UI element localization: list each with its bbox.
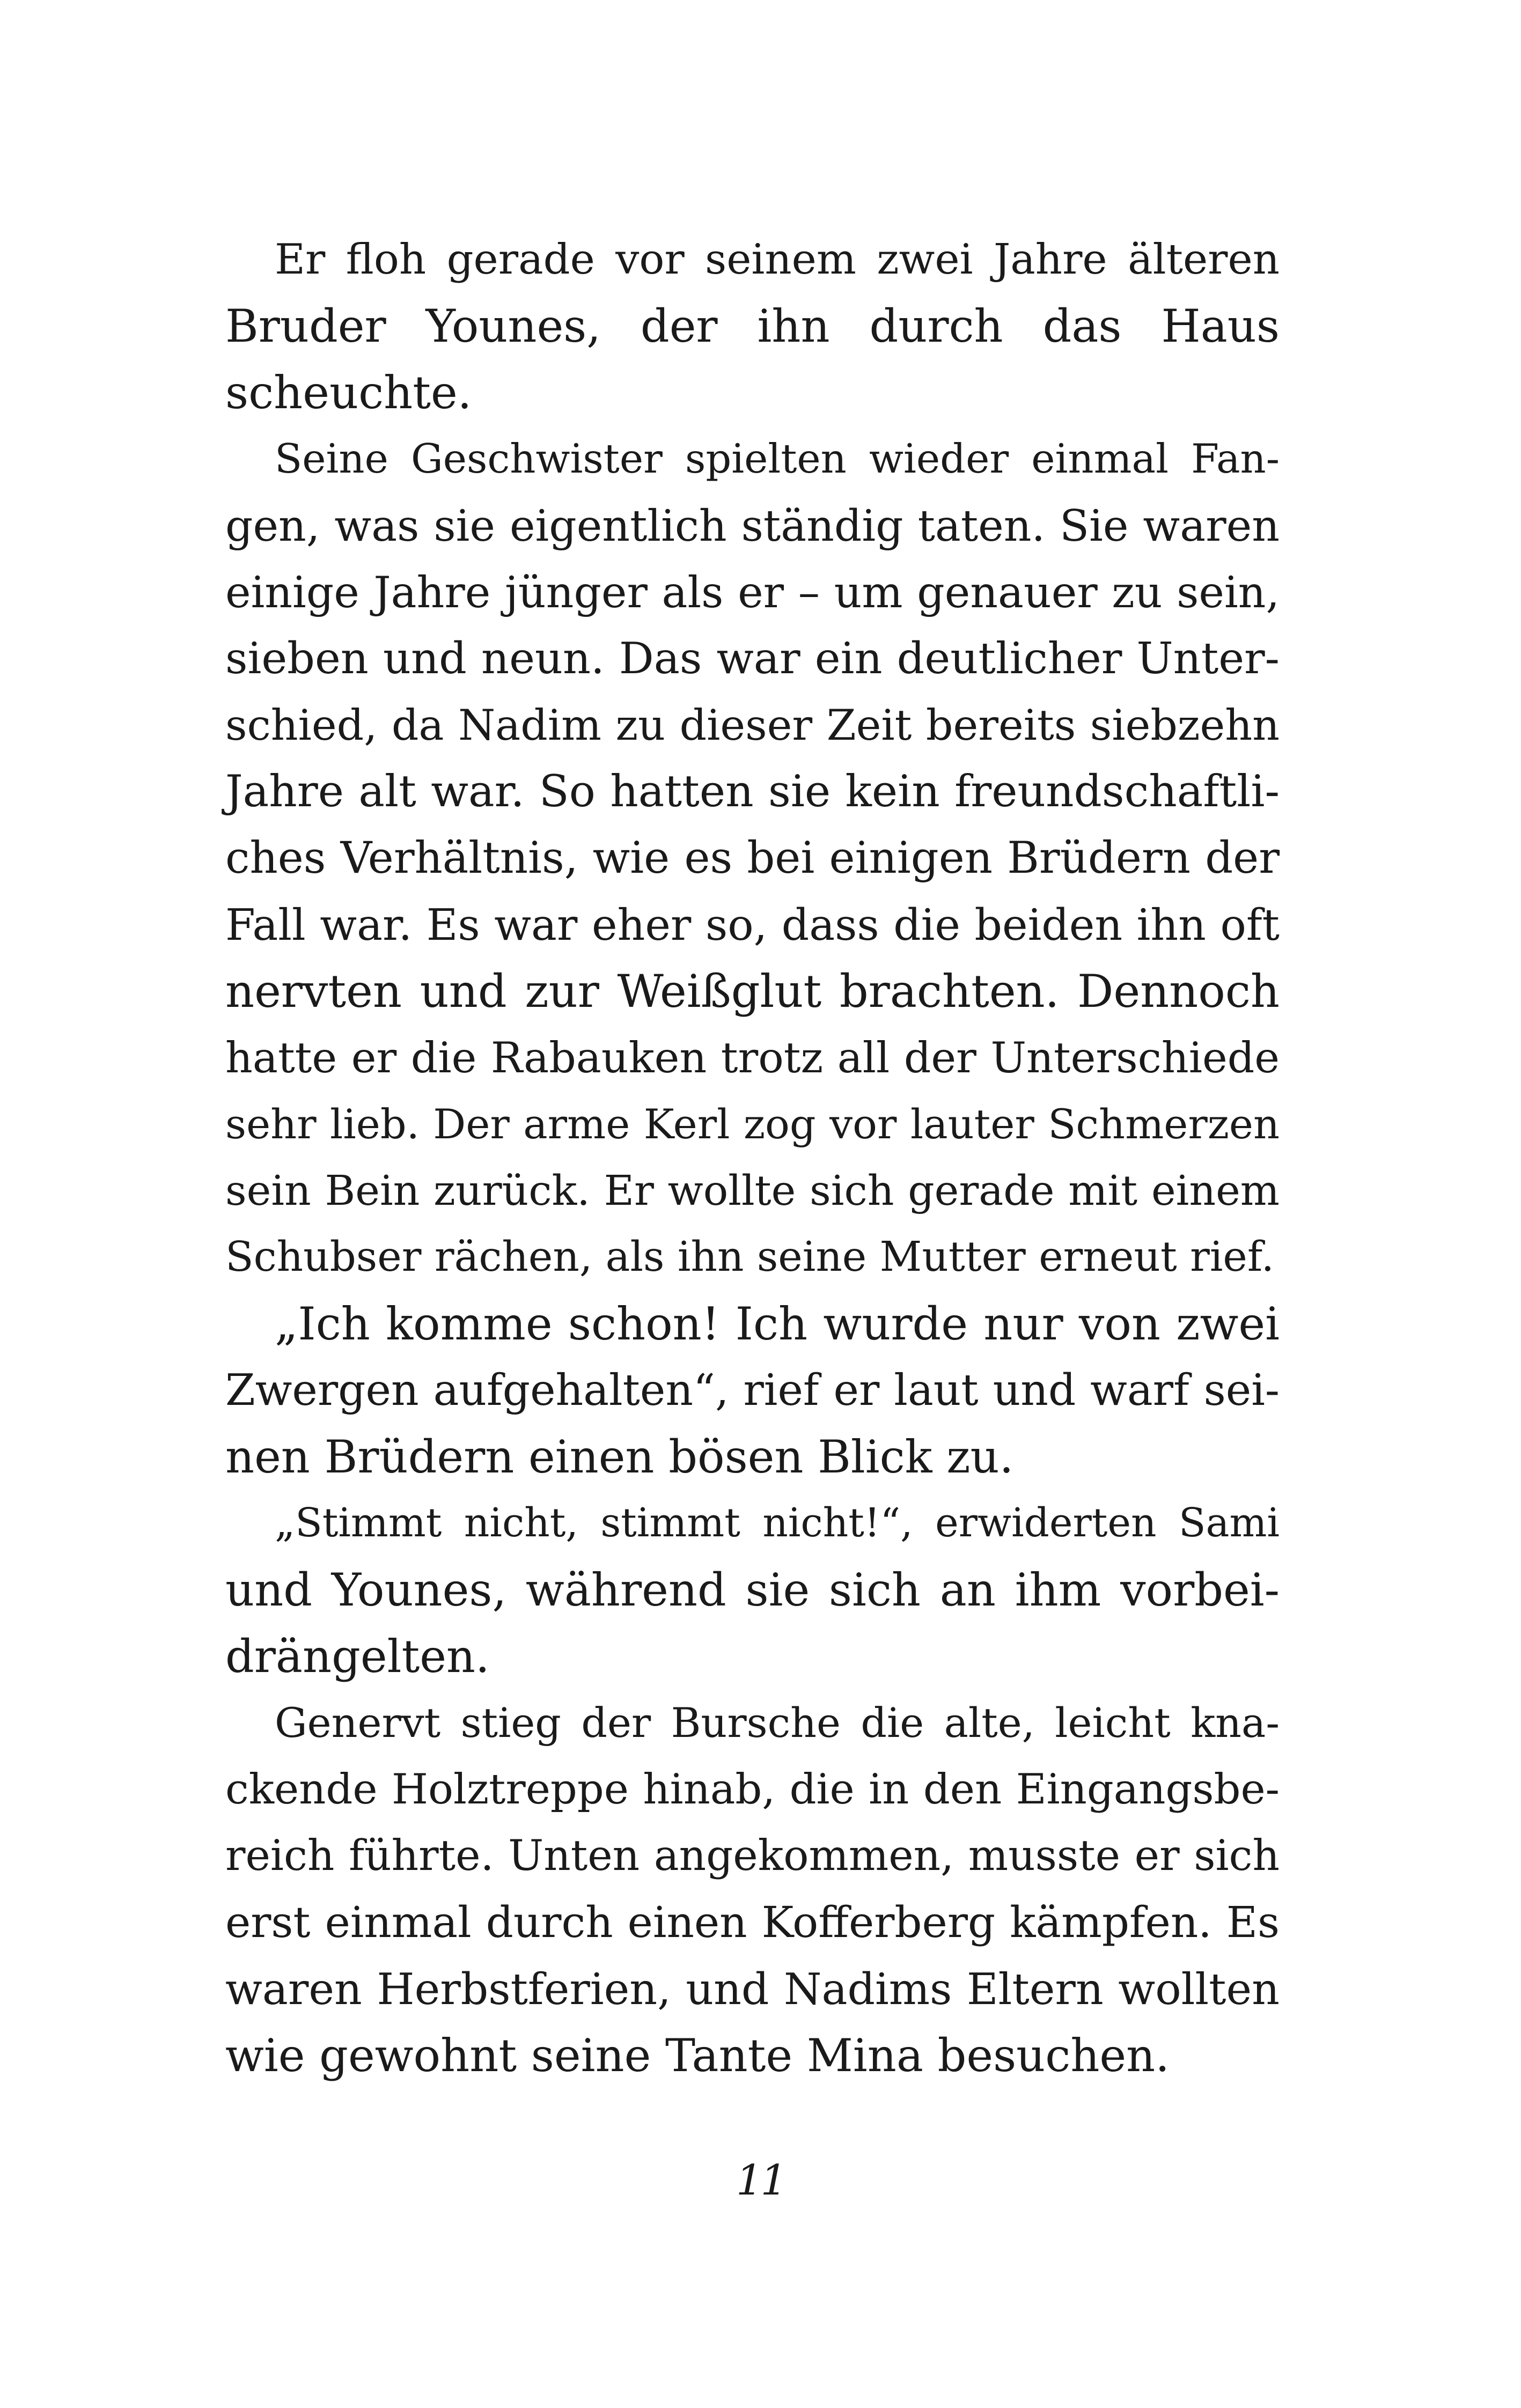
text-line: gen, was sie eigentlich ständig taten. Sie waren (225, 500, 1280, 551)
paragraph (225, 1690, 1280, 2089)
body-text (225, 226, 1280, 2089)
text-line: scheuchte. (225, 366, 472, 419)
text-line: Er floh gerade vor seinem zwei Jahre älteren (275, 235, 1280, 284)
text-line: einige Jahre jünger als er – um genauer zu sein, (225, 567, 1280, 617)
text-line: reich führte. Unten angekommen, musste er sich (225, 1831, 1280, 1880)
text-line: schied, da Nadim zu dieser Zeit bereits siebzehn (225, 701, 1280, 750)
paragraph (225, 426, 1280, 1291)
text-line: sehr lieb. Der arme Kerl zog vor lauter Schmerzen (225, 1100, 1280, 1148)
paragraph (225, 1291, 1280, 1490)
text-line: „Ich komme schon! Ich wurde nur von zwei (275, 1298, 1280, 1350)
text-line: Zwergen aufgehalten“, rief er laut und warf sei- (225, 1365, 1280, 1415)
text-line: nen Brüdern einen bösen Blick zu. (225, 1431, 1014, 1483)
text-line: nervten und zur Weißglut brachten. Dennoch (225, 965, 1280, 1018)
text-line: waren Herbstferien, und Nadims Eltern wollten (225, 1964, 1280, 2014)
text-line: drängelten. (225, 1630, 490, 1683)
text-line: sieben und neun. Das war ein deutlicher Unter- (225, 634, 1280, 684)
text-line: Jahre alt war. So hatten sie kein freundschaftli- (225, 766, 1280, 817)
text-line: erst einmal durch einen Kofferberg kämpfen. Es (225, 1897, 1280, 1947)
text-line: sein Bein zurück. Er wollte sich gerade mit einem (225, 1167, 1280, 1215)
text-line: „Stimmt nicht, stimmt nicht!“, erwiderten Sami (275, 1500, 1280, 1546)
text-line: Seine Geschwister spielten wieder einmal Fan- (275, 436, 1280, 482)
text-line: Bruder Younes, der ihn durch das Haus (225, 300, 1280, 352)
text-line: ckende Holztreppe hinab, die in den Eingangsbe- (225, 1765, 1280, 1814)
text-line: wie gewohnt seine Tante Mina besuchen. (225, 2029, 1170, 2082)
paragraph (225, 1490, 1280, 1690)
paragraph (225, 226, 1280, 426)
text-line: Fall war. Es war eher so, dass die beiden ihn oft (225, 900, 1280, 950)
text-line: und Younes, während sie sich an ihm vorbei- (225, 1564, 1280, 1616)
text-line: Schubser rächen, als ihn seine Mutter erneut rief. (225, 1233, 1274, 1281)
text-line: hatte er die Rabauken trotz all der Unterschiede (225, 1033, 1280, 1083)
page-number: 11 (736, 2156, 785, 2205)
text-line: ches Verhältnis, wie es bei einigen Brüdern der (225, 833, 1280, 883)
text-line: Genervt stieg der Bursche die alte, leicht kna- (275, 1699, 1280, 1747)
